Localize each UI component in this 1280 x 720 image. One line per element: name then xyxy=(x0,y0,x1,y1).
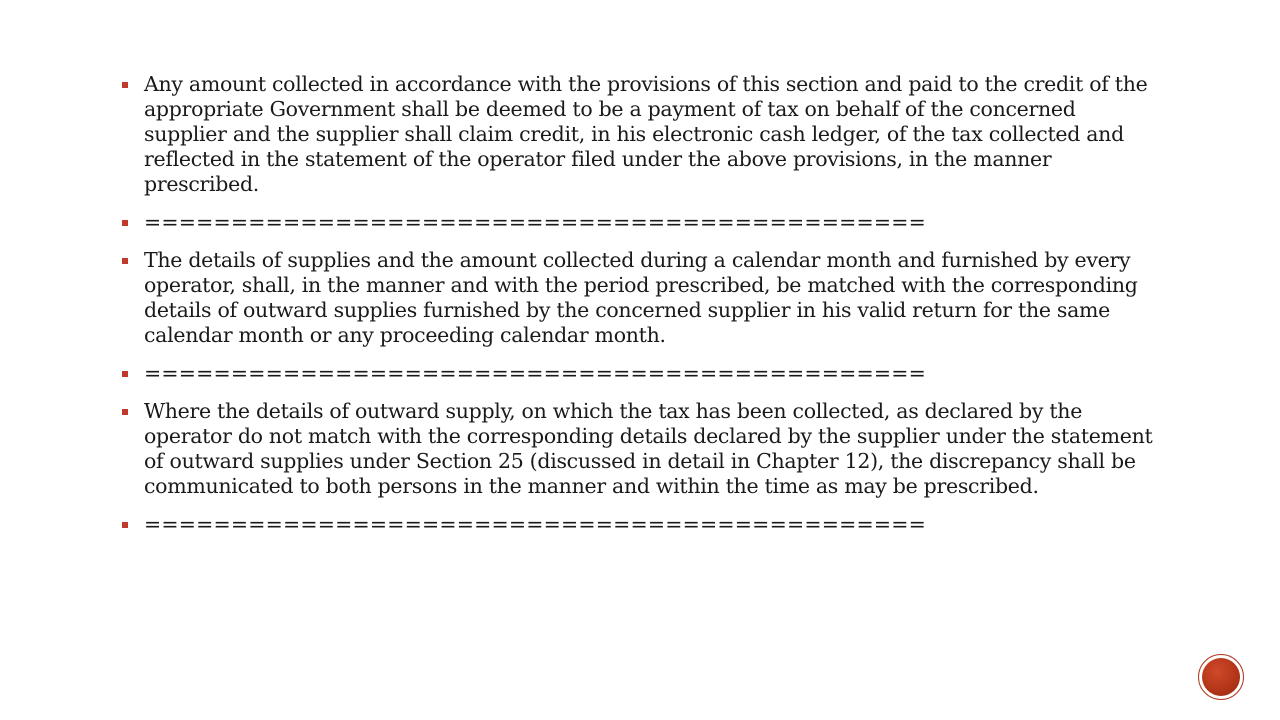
bullet-item-5 xyxy=(122,399,1162,499)
separator-text: ============================================= xyxy=(144,512,926,536)
separator-text: ============================================= xyxy=(144,210,926,234)
square-bullet-icon xyxy=(122,220,128,226)
square-bullet-icon xyxy=(122,371,128,377)
bullet-text: The details of supplies and the amount collected during a calendar month and furnished by every operator, shall, in the manner and with the period prescribed, be matched with the corresponding details of outward supplies furnished by the concerned supplier in his valid return for the same calendar month or any proceeding calendar month. xyxy=(144,248,1138,347)
bullet-text: Where the details of outward supply, on which the tax has been collected, as declared by the operator do not match with the corresponding details declared by the supplier under the statement of outward supplies under Section 25 (discussed in detail in Chapter 12), the discrepancy shall be communicated to both persons in the manner and within the time as may be prescribed. xyxy=(144,399,1153,498)
bullet-item-2 xyxy=(122,210,1162,235)
square-bullet-icon xyxy=(122,409,128,415)
bullet-item-6 xyxy=(122,512,1162,537)
bullet-list xyxy=(122,72,1162,550)
square-bullet-icon xyxy=(122,522,128,528)
bullet-item-1 xyxy=(122,72,1162,197)
badge-circle-icon xyxy=(1202,658,1240,696)
separator-text: ============================================= xyxy=(144,361,926,385)
bullet-item-4 xyxy=(122,361,1162,386)
bullet-item-3 xyxy=(122,248,1162,348)
slide-number-badge xyxy=(1198,654,1244,700)
slide-number xyxy=(1202,658,1240,696)
square-bullet-icon xyxy=(122,82,128,88)
square-bullet-icon xyxy=(122,258,128,264)
bullet-text: Any amount collected in accordance with the provisions of this section and paid to the credit of the appropriate Government shall be deemed to be a payment of tax on behalf of the concerned supplier and the supplier shall claim credit, in his electronic cash ledger, of the tax collected and reflected in the statement of the operator filed under the above provisions, in the manner prescribed. xyxy=(144,72,1148,196)
